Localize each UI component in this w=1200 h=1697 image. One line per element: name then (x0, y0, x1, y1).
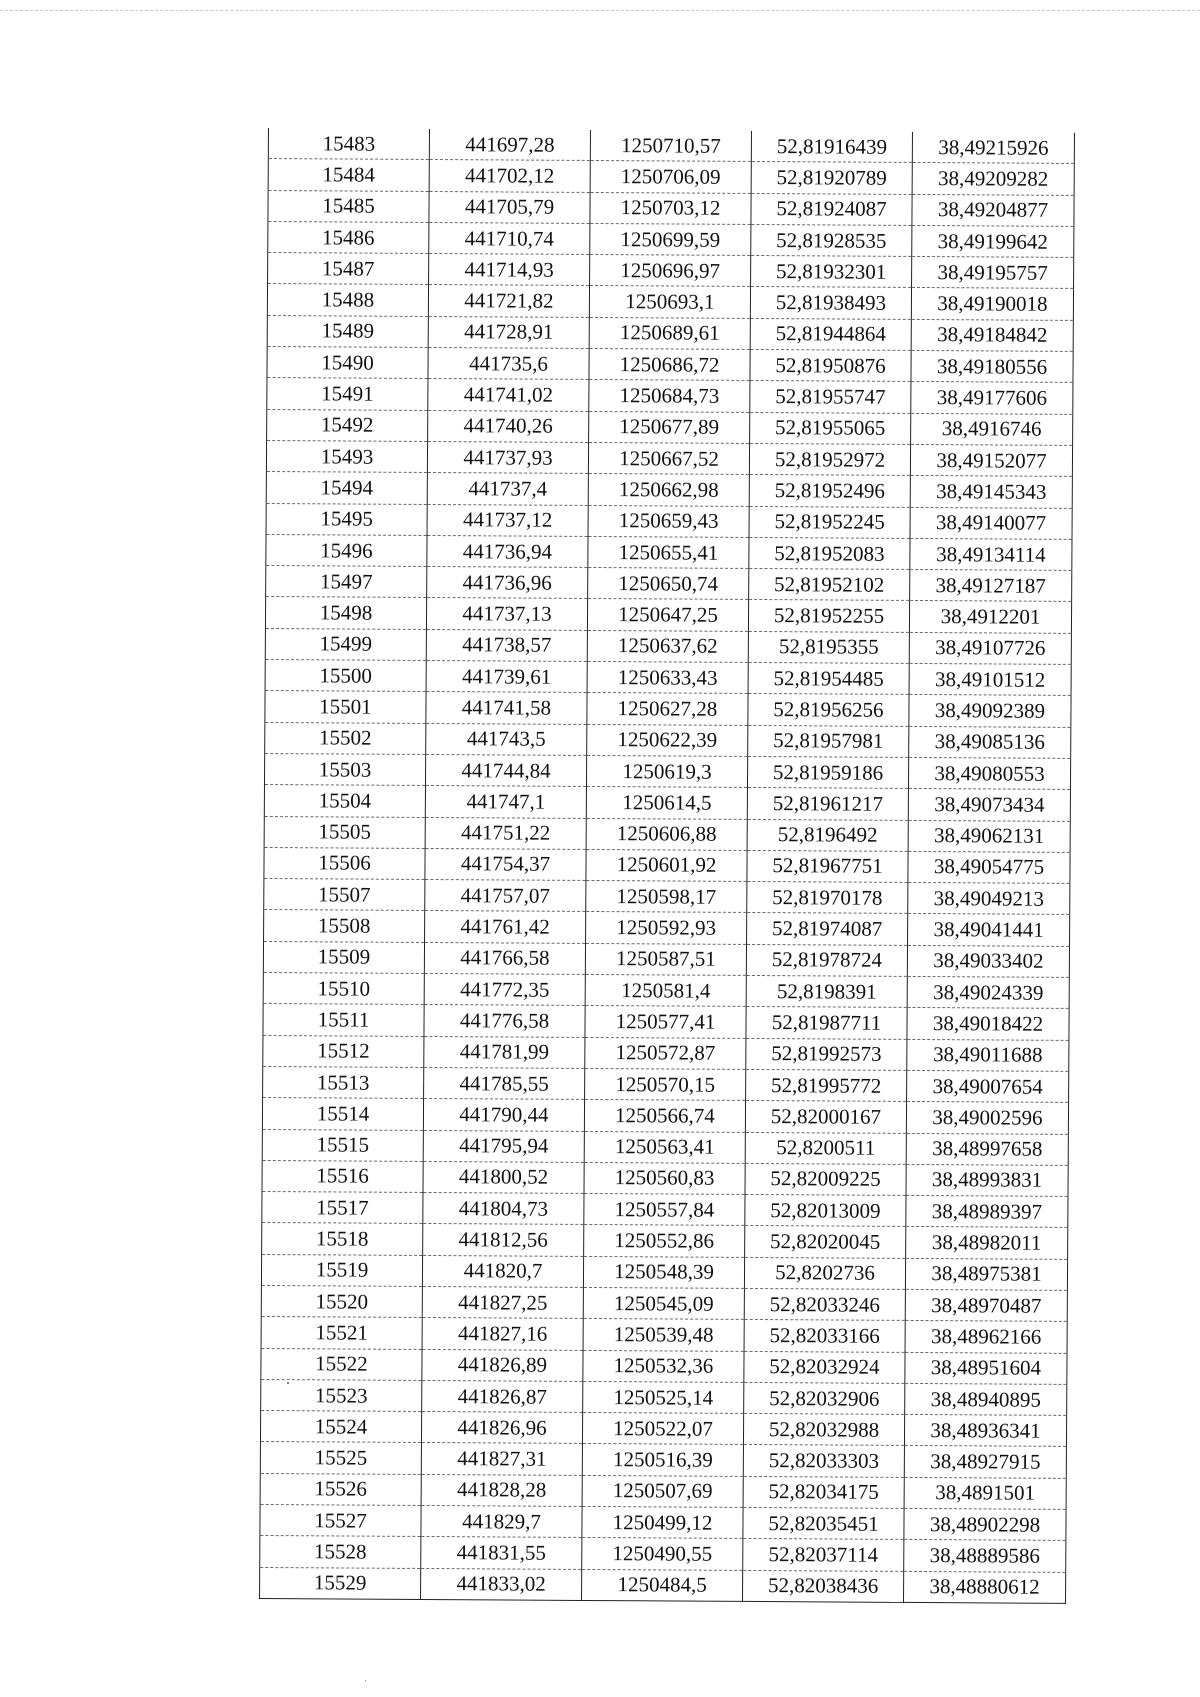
table-row (264, 847, 1070, 883)
table-row (264, 785, 1070, 821)
x-coordinate-cell: 441828,28 (421, 1474, 582, 1506)
table-row (265, 660, 1071, 696)
longitude-cell: 38,48902298 (904, 1508, 1066, 1540)
point-number-cell: 15484 (268, 159, 429, 191)
latitude-cell: 52,81967751 (747, 850, 908, 882)
point-number-cell: 15502 (265, 722, 426, 754)
y-coordinate-cell: 1250703,12 (590, 192, 751, 224)
longitude-cell: 38,48940895 (905, 1383, 1067, 1415)
longitude-cell: 38,48962166 (905, 1321, 1067, 1353)
table-row (266, 472, 1072, 508)
x-coordinate-cell: 441714,93 (429, 254, 590, 286)
x-coordinate-cell: 441735,6 (428, 348, 589, 380)
y-coordinate-cell: 1250570,15 (585, 1068, 746, 1100)
point-number-cell: 15512 (263, 1035, 424, 1067)
y-coordinate-cell: 1250622,39 (587, 724, 748, 756)
latitude-cell: 52,82033166 (744, 1320, 905, 1352)
longitude-cell: 38,49107726 (909, 632, 1071, 664)
longitude-cell: 38,49080553 (908, 757, 1070, 789)
x-coordinate-cell: 441738,57 (426, 629, 587, 661)
longitude-cell: 38,49092389 (909, 695, 1071, 727)
x-coordinate-cell: 441785,55 (424, 1067, 585, 1099)
point-number-cell: 15506 (264, 847, 425, 879)
longitude-cell: 38,49152077 (910, 444, 1072, 476)
y-coordinate-cell: 1250566,74 (584, 1100, 745, 1132)
longitude-cell: 38,49180556 (911, 351, 1073, 383)
point-number-cell: 15505 (264, 816, 425, 848)
point-number-cell: 15492 (267, 409, 428, 441)
y-coordinate-cell: 1250696,97 (590, 255, 751, 287)
point-number-cell: 15527 (260, 1505, 421, 1537)
y-coordinate-cell: 1250532,36 (583, 1350, 744, 1382)
latitude-cell: 52,81954485 (748, 662, 909, 694)
x-coordinate-cell: 441737,12 (427, 504, 588, 536)
latitude-cell: 52,82033246 (744, 1288, 905, 1320)
point-number-cell: 15508 (264, 910, 425, 942)
longitude-cell: 38,4916746 (911, 413, 1073, 445)
table-row (263, 941, 1069, 977)
x-coordinate-cell: 441721,82 (428, 285, 589, 317)
latitude-cell: 52,82020045 (745, 1226, 906, 1258)
point-number-cell: 15518 (262, 1223, 423, 1255)
table-row (262, 1223, 1068, 1259)
latitude-cell: 52,81957981 (748, 725, 909, 757)
point-number-cell: 15509 (263, 941, 424, 973)
y-coordinate-cell: 1250539,48 (583, 1319, 744, 1351)
table-row (266, 440, 1072, 476)
x-coordinate-cell: 441697,28 (429, 129, 590, 161)
table-row (262, 1160, 1068, 1196)
point-number-cell: 15487 (268, 253, 429, 285)
y-coordinate-cell: 1250522,07 (582, 1413, 743, 1445)
latitude-cell: 52,81952972 (749, 443, 910, 475)
latitude-cell: 52,81955747 (750, 381, 911, 413)
point-number-cell: 15498 (265, 597, 426, 629)
coordinates-table-body (260, 128, 1075, 1603)
table-row (266, 534, 1072, 570)
y-coordinate-cell: 1250490,55 (582, 1538, 743, 1570)
coordinates-table (259, 128, 1075, 1604)
table-row (261, 1348, 1067, 1384)
latitude-cell: 52,81920789 (751, 162, 912, 194)
x-coordinate-cell: 441737,93 (427, 441, 588, 473)
y-coordinate-cell: 1250552,86 (584, 1225, 745, 1257)
x-coordinate-cell: 441820,7 (422, 1255, 583, 1287)
table-row (262, 1098, 1068, 1134)
longitude-cell: 38,49033402 (907, 945, 1069, 977)
y-coordinate-cell: 1250545,09 (583, 1287, 744, 1319)
table-row (260, 1567, 1066, 1603)
y-coordinate-cell: 1250655,41 (588, 536, 749, 568)
point-number-cell: 15490 (267, 347, 428, 379)
table-row (262, 1192, 1068, 1228)
table-row (265, 628, 1071, 664)
longitude-cell: 38,49215926 (912, 132, 1074, 164)
scan-top-edge (0, 10, 1200, 11)
longitude-cell: 38,49041441 (908, 914, 1070, 946)
latitude-cell: 52,82032924 (744, 1351, 905, 1383)
y-coordinate-cell: 1250560,83 (584, 1162, 745, 1194)
y-coordinate-cell: 1250662,98 (588, 474, 749, 506)
x-coordinate-cell: 441741,02 (428, 379, 589, 411)
y-coordinate-cell: 1250689,61 (589, 317, 750, 349)
x-coordinate-cell: 441826,87 (422, 1380, 583, 1412)
point-number-cell: 15507 (264, 879, 425, 911)
scan-speck (287, 1382, 289, 1384)
point-number-cell: 15486 (268, 221, 429, 253)
longitude-cell: 38,48989397 (906, 1196, 1068, 1228)
y-coordinate-cell: 1250525,14 (583, 1381, 744, 1413)
x-coordinate-cell: 441827,16 (422, 1318, 583, 1350)
longitude-cell: 38,49190018 (911, 288, 1073, 320)
y-coordinate-cell: 1250699,59 (590, 223, 751, 255)
table-row (267, 347, 1073, 383)
longitude-cell: 38,49134114 (910, 538, 1072, 570)
point-number-cell: 15497 (266, 566, 427, 598)
longitude-cell: 38,48970487 (905, 1289, 1067, 1321)
table-row (263, 1035, 1069, 1071)
longitude-cell: 38,48982011 (906, 1227, 1068, 1259)
x-coordinate-cell: 441744,84 (425, 754, 586, 786)
point-number-cell: 15495 (266, 503, 427, 535)
latitude-cell: 52,82013009 (745, 1195, 906, 1227)
latitude-cell: 52,82000167 (745, 1101, 906, 1133)
table-row (267, 409, 1073, 445)
latitude-cell: 52,81961217 (747, 788, 908, 820)
x-coordinate-cell: 441743,5 (426, 723, 587, 755)
x-coordinate-cell: 441737,13 (426, 598, 587, 630)
table-row (268, 128, 1074, 164)
table-row (261, 1285, 1067, 1321)
x-coordinate-cell: 441737,4 (427, 473, 588, 505)
table-row (261, 1317, 1067, 1353)
y-coordinate-cell: 1250499,12 (582, 1507, 743, 1539)
point-number-cell: 15496 (266, 534, 427, 566)
y-coordinate-cell: 1250659,43 (588, 505, 749, 537)
latitude-cell: 52,8195355 (748, 631, 909, 663)
latitude-cell: 52,82009225 (745, 1163, 906, 1195)
table-row (260, 1473, 1066, 1509)
longitude-cell: 38,48951604 (905, 1352, 1067, 1384)
y-coordinate-cell: 1250557,84 (584, 1194, 745, 1226)
latitude-cell: 52,82033303 (743, 1445, 904, 1477)
longitude-cell: 38,49054775 (908, 851, 1070, 883)
latitude-cell: 52,81952496 (749, 475, 910, 507)
longitude-cell: 38,49018422 (907, 1008, 1069, 1040)
point-number-cell: 15493 (266, 440, 427, 472)
x-coordinate-cell: 441740,26 (428, 410, 589, 442)
table-row (261, 1379, 1067, 1415)
point-number-cell: 15499 (265, 628, 426, 660)
y-coordinate-cell: 1250548,39 (583, 1256, 744, 1288)
x-coordinate-cell: 441800,52 (423, 1161, 584, 1193)
table-row (267, 378, 1073, 414)
point-number-cell: 15485 (268, 190, 429, 222)
y-coordinate-cell: 1250637,62 (587, 630, 748, 662)
latitude-cell: 52,81955065 (750, 412, 911, 444)
table-row (268, 253, 1074, 289)
x-coordinate-cell: 441772,35 (424, 973, 585, 1005)
x-coordinate-cell: 441754,37 (425, 848, 586, 880)
y-coordinate-cell: 1250581,4 (585, 974, 746, 1006)
longitude-cell: 38,49209282 (912, 163, 1074, 195)
latitude-cell: 52,81950876 (750, 350, 911, 382)
longitude-cell: 38,49101512 (909, 663, 1071, 695)
longitude-cell: 38,48927915 (904, 1446, 1066, 1478)
longitude-cell: 38,49007654 (907, 1070, 1069, 1102)
point-number-cell: 15515 (262, 1129, 423, 1161)
longitude-cell: 38,48997658 (906, 1133, 1068, 1165)
point-number-cell: 15522 (261, 1348, 422, 1380)
x-coordinate-cell: 441795,94 (423, 1130, 584, 1162)
table-row (262, 1129, 1068, 1165)
point-number-cell: 15520 (261, 1285, 422, 1317)
latitude-cell: 52,81959186 (747, 756, 908, 788)
latitude-cell: 52,82037114 (743, 1539, 904, 1571)
latitude-cell: 52,82035451 (743, 1507, 904, 1539)
x-coordinate-cell: 441702,12 (429, 160, 590, 192)
x-coordinate-cell: 441826,89 (422, 1349, 583, 1381)
latitude-cell: 52,81938493 (750, 287, 911, 319)
y-coordinate-cell: 1250693,1 (589, 286, 750, 318)
y-coordinate-cell: 1250614,5 (586, 787, 747, 819)
longitude-cell: 38,49140077 (910, 507, 1072, 539)
table-row (260, 1411, 1066, 1447)
y-coordinate-cell: 1250619,3 (586, 755, 747, 787)
point-number-cell: 15489 (267, 315, 428, 347)
x-coordinate-cell: 441766,58 (424, 942, 585, 974)
point-number-cell: 15529 (260, 1567, 421, 1599)
y-coordinate-cell: 1250647,25 (587, 599, 748, 631)
latitude-cell: 52,81952255 (748, 600, 909, 632)
x-coordinate-cell: 441710,74 (429, 222, 590, 254)
longitude-cell: 38,49127187 (910, 570, 1072, 602)
point-number-cell: 15504 (264, 785, 425, 817)
y-coordinate-cell: 1250677,89 (589, 411, 750, 443)
point-number-cell: 15500 (265, 660, 426, 692)
latitude-cell: 52,8198391 (746, 975, 907, 1007)
y-coordinate-cell: 1250684,73 (589, 380, 750, 412)
longitude-cell: 38,4912201 (909, 601, 1071, 633)
y-coordinate-cell: 1250516,39 (582, 1444, 743, 1476)
latitude-cell: 52,82032988 (743, 1414, 904, 1446)
table-row (266, 566, 1072, 602)
point-number-cell: 15519 (261, 1254, 422, 1286)
latitude-cell: 52,8202736 (744, 1257, 905, 1289)
y-coordinate-cell: 1250686,72 (589, 349, 750, 381)
x-coordinate-cell: 441829,7 (421, 1506, 582, 1538)
x-coordinate-cell: 441826,96 (421, 1412, 582, 1444)
table-row (265, 722, 1071, 758)
longitude-cell: 38,48975381 (905, 1258, 1067, 1290)
x-coordinate-cell: 441747,1 (425, 786, 586, 818)
latitude-cell: 52,81974087 (747, 913, 908, 945)
point-number-cell: 15525 (260, 1442, 421, 1474)
x-coordinate-cell: 441741,58 (426, 692, 587, 724)
y-coordinate-cell: 1250667,52 (588, 442, 749, 474)
latitude-cell: 52,81944864 (750, 318, 911, 350)
longitude-cell: 38,49073434 (908, 789, 1070, 821)
latitude-cell: 52,81970178 (747, 882, 908, 914)
table-row (264, 910, 1070, 946)
table-row (264, 816, 1070, 852)
table-row (260, 1442, 1066, 1478)
latitude-cell: 52,8200511 (745, 1132, 906, 1164)
y-coordinate-cell: 1250606,88 (586, 818, 747, 850)
point-number-cell: 15526 (260, 1473, 421, 1505)
longitude-cell: 38,49011688 (907, 1039, 1069, 1071)
point-number-cell: 15516 (262, 1160, 423, 1192)
longitude-cell: 38,49002596 (906, 1102, 1068, 1134)
latitude-cell: 52,81932301 (751, 256, 912, 288)
y-coordinate-cell: 1250484,5 (582, 1569, 743, 1601)
x-coordinate-cell: 441827,31 (421, 1443, 582, 1475)
x-coordinate-cell: 441705,79 (429, 191, 590, 223)
longitude-cell: 38,49177606 (911, 382, 1073, 414)
y-coordinate-cell: 1250633,43 (587, 662, 748, 694)
y-coordinate-cell: 1250706,09 (590, 161, 751, 193)
longitude-cell: 38,4891501 (904, 1477, 1066, 1509)
x-coordinate-cell: 441739,61 (426, 661, 587, 693)
table-row (268, 159, 1074, 195)
point-number-cell: 15503 (264, 753, 425, 785)
y-coordinate-cell: 1250563,41 (584, 1131, 745, 1163)
latitude-cell: 52,81956256 (748, 694, 909, 726)
table-row (263, 1004, 1069, 1040)
x-coordinate-cell: 441761,42 (425, 911, 586, 943)
point-number-cell: 15517 (262, 1192, 423, 1224)
latitude-cell: 52,82032906 (744, 1382, 905, 1414)
table-row (263, 973, 1069, 1009)
longitude-cell: 38,49062131 (908, 820, 1070, 852)
point-number-cell: 15510 (263, 973, 424, 1005)
latitude-cell: 52,81952083 (749, 537, 910, 569)
table-row (264, 879, 1070, 915)
point-number-cell: 15483 (268, 128, 429, 160)
point-number-cell: 15511 (263, 1004, 424, 1036)
latitude-cell: 52,81924087 (751, 193, 912, 225)
point-number-cell: 15488 (267, 284, 428, 316)
point-number-cell: 15514 (262, 1098, 423, 1130)
longitude-cell: 38,49049213 (908, 883, 1070, 915)
x-coordinate-cell: 441827,25 (422, 1286, 583, 1318)
latitude-cell: 52,81928535 (751, 224, 912, 256)
y-coordinate-cell: 1250598,17 (586, 881, 747, 913)
longitude-cell: 38,49184842 (911, 319, 1073, 351)
table-row (268, 190, 1074, 226)
y-coordinate-cell: 1250627,28 (587, 693, 748, 725)
table-row (261, 1254, 1067, 1290)
x-coordinate-cell: 441781,99 (424, 1036, 585, 1068)
y-coordinate-cell: 1250572,87 (585, 1037, 746, 1069)
x-coordinate-cell: 441751,22 (425, 817, 586, 849)
x-coordinate-cell: 441736,96 (427, 567, 588, 599)
x-coordinate-cell: 441812,56 (423, 1224, 584, 1256)
table-row (268, 221, 1074, 257)
table-row (266, 503, 1072, 539)
x-coordinate-cell: 441790,44 (423, 1099, 584, 1131)
point-number-cell: 15524 (260, 1411, 421, 1443)
latitude-cell: 52,82038436 (743, 1570, 904, 1602)
longitude-cell: 38,49085136 (909, 726, 1071, 758)
longitude-cell: 38,48880612 (904, 1571, 1066, 1603)
longitude-cell: 38,49024339 (907, 976, 1069, 1008)
table-row (267, 284, 1073, 320)
point-number-cell: 15521 (261, 1317, 422, 1349)
point-number-cell: 15528 (260, 1536, 421, 1568)
longitude-cell: 38,49204877 (912, 194, 1074, 226)
latitude-cell: 52,81987711 (746, 1007, 907, 1039)
table-row (260, 1536, 1066, 1572)
latitude-cell: 52,82034175 (743, 1476, 904, 1508)
table-row (264, 753, 1070, 789)
point-number-cell: 15523 (261, 1379, 422, 1411)
x-coordinate-cell: 441736,94 (427, 535, 588, 567)
table-row (260, 1505, 1066, 1541)
latitude-cell: 52,81916439 (751, 131, 912, 163)
longitude-cell: 38,48936341 (904, 1415, 1066, 1447)
longitude-cell: 38,49145343 (910, 476, 1072, 508)
table-row (265, 597, 1071, 633)
y-coordinate-cell: 1250587,51 (585, 943, 746, 975)
longitude-cell: 38,49195757 (912, 257, 1074, 289)
latitude-cell: 52,81992573 (746, 1038, 907, 1070)
longitude-cell: 38,48993831 (906, 1164, 1068, 1196)
y-coordinate-cell: 1250577,41 (585, 1006, 746, 1038)
y-coordinate-cell: 1250507,69 (582, 1475, 743, 1507)
y-coordinate-cell: 1250650,74 (588, 568, 749, 600)
x-coordinate-cell: 441804,73 (423, 1193, 584, 1225)
y-coordinate-cell: 1250601,92 (586, 849, 747, 881)
longitude-cell: 38,48889586 (904, 1540, 1066, 1572)
y-coordinate-cell: 1250710,57 (590, 130, 751, 162)
scan-speck (365, 1680, 366, 1681)
x-coordinate-cell: 441728,91 (428, 316, 589, 348)
latitude-cell: 52,8196492 (747, 819, 908, 851)
table-row (265, 691, 1071, 727)
y-coordinate-cell: 1250592,93 (586, 912, 747, 944)
latitude-cell: 52,81978724 (746, 944, 907, 976)
point-number-cell: 15513 (263, 1066, 424, 1098)
table-row (263, 1066, 1069, 1102)
latitude-cell: 52,81952245 (749, 506, 910, 538)
x-coordinate-cell: 441831,55 (421, 1537, 582, 1569)
x-coordinate-cell: 441833,02 (421, 1568, 582, 1600)
table-row (267, 315, 1073, 351)
x-coordinate-cell: 441776,58 (424, 1005, 585, 1037)
point-number-cell: 15494 (266, 472, 427, 504)
latitude-cell: 52,81952102 (749, 569, 910, 601)
latitude-cell: 52,81995772 (746, 1069, 907, 1101)
point-number-cell: 15491 (267, 378, 428, 410)
x-coordinate-cell: 441757,07 (425, 880, 586, 912)
point-number-cell: 15501 (265, 691, 426, 723)
longitude-cell: 38,49199642 (912, 225, 1074, 257)
